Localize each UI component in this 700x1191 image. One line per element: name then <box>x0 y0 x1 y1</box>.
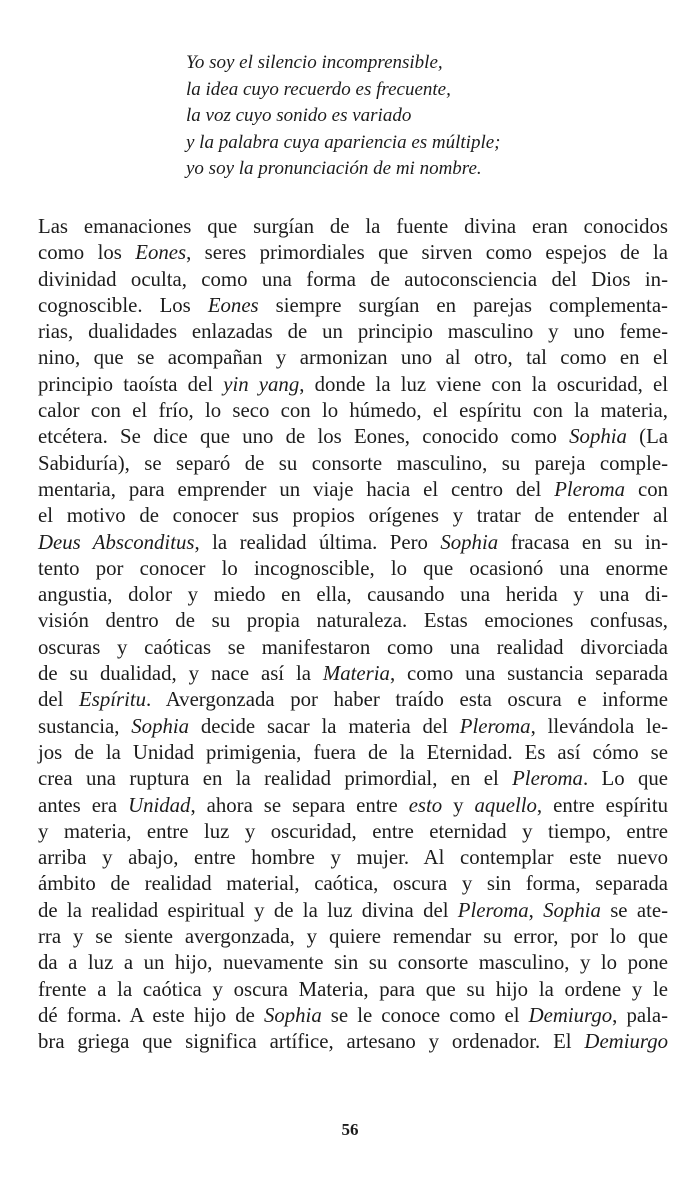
text-run: cognoscible. Los <box>38 293 208 317</box>
text-run: etcétera. Se dice que uno de los Eones, conocido como <box>38 425 570 449</box>
epigraph <box>186 50 646 183</box>
italic-term: Materia <box>322 662 390 686</box>
text-run: , pala- <box>612 1003 669 1027</box>
text-run: rra y se siente avergonzada, y quiere remendar su error, por lo que <box>38 925 668 949</box>
text-run: ámbito de realidad material, caótica, oscura y sin forma, separada <box>38 872 668 896</box>
text-run: del <box>38 688 80 712</box>
text-run: siempre surgían en parejas complementa- <box>258 293 668 317</box>
text-run: visión dentro de su propia naturaleza. Estas emociones confusas, <box>38 609 668 633</box>
text-run: divinidad oculta, como una forma de autoconsciencia del Dios in- <box>38 267 668 291</box>
body-line <box>38 451 668 477</box>
italic-term: Pleroma <box>512 767 583 791</box>
body-line <box>38 740 668 766</box>
body-line <box>38 845 668 871</box>
italic-term: aquello <box>474 793 537 817</box>
body-line <box>38 267 668 293</box>
italic-term: Demiurgo <box>528 1003 613 1027</box>
italic-term: Unidad <box>128 793 191 817</box>
text-run: bra griega que significa artífice, artesano y ordenador. El <box>38 1030 585 1054</box>
text-run: principio taoísta del <box>38 372 224 396</box>
italic-term: yin yang <box>223 372 300 396</box>
text-run: frente a la caótica y oscura Materia, para que su hijo la ordene y le <box>38 977 668 1001</box>
text-run: sustancia, <box>38 714 132 738</box>
body-line <box>38 556 668 582</box>
text-run: crea una ruptura en la realidad primordial, en el <box>38 767 513 791</box>
epigraph-line: y la palabra cuya apariencia es múltiple; <box>186 131 501 153</box>
body-line <box>38 582 668 608</box>
text-run: y <box>442 793 475 817</box>
text-run: . Lo que <box>582 767 668 791</box>
text-run: se ate- <box>600 898 668 922</box>
body-line <box>38 319 668 345</box>
text-run: y materia, entre luz y oscuridad, entre eternidad y tiempo, entre <box>38 819 668 843</box>
text-run: tento por conocer lo incognoscible, lo que ocasionó una enorme <box>38 556 668 580</box>
italic-term: Sophia <box>543 898 601 922</box>
body-line <box>38 530 668 556</box>
text-run: . Avergonzada por haber traído esta oscura e informe <box>146 688 668 712</box>
body-line <box>38 714 668 740</box>
text-run: de su dualidad, y nace así la <box>38 662 323 686</box>
text-run: Sabiduría), se separó de su consorte masculino, su pareja comple- <box>38 451 668 475</box>
italic-term: Pleroma <box>459 714 531 738</box>
body-line <box>38 398 668 424</box>
body-line <box>38 293 668 319</box>
body-line <box>38 1029 668 1055</box>
text-run: calor con el frío, lo seco con lo húmedo, el espíritu con la materia, <box>38 399 668 423</box>
body-line <box>38 424 668 450</box>
text-run: angustia, dolor y miedo en ella, causando una herida y una di- <box>38 583 668 607</box>
text-run: , como una sustancia separada <box>389 662 668 686</box>
text-run: como los <box>38 241 136 265</box>
body-line <box>38 635 668 661</box>
body-line <box>38 661 668 687</box>
body-line <box>38 1003 668 1029</box>
text-run: jos de la Unidad primigenia, fuera de la Eternidad. Es así cómo se <box>38 740 668 764</box>
text-run: Las emanaciones que surgían de la fuente divina eran conocidos <box>38 215 668 238</box>
text-run: , seres primordiales que sirven como espejos de la <box>186 241 669 265</box>
body-line <box>38 687 668 713</box>
body-line <box>38 240 668 266</box>
epigraph-line: la idea cuyo recuerdo es frecuente, <box>186 78 451 100</box>
page-number: 56 <box>341 1120 359 1139</box>
italic-term: Eones <box>135 241 187 265</box>
italic-term: Sophia <box>263 1003 322 1027</box>
body-line <box>38 214 668 240</box>
text-run: se le conoce como el <box>321 1003 529 1027</box>
epigraph-line: la voz cuyo sonido es variado <box>186 105 412 126</box>
body-line <box>38 372 668 398</box>
body-line <box>38 477 668 503</box>
body-line <box>38 793 668 819</box>
text-run: , <box>528 898 544 922</box>
text-run: , la realidad última. Pero <box>194 530 441 554</box>
body-line <box>38 950 668 976</box>
text-run: nino, que se acompañan y armonizan uno al otro, tal como en el <box>38 346 668 370</box>
body-line <box>38 871 668 897</box>
italic-term: esto <box>408 793 443 817</box>
body-line <box>38 345 668 371</box>
italic-term: Demiurgo <box>584 1030 668 1054</box>
text-run: antes era <box>38 793 129 817</box>
italic-term: Sophia <box>131 714 190 738</box>
italic-term: Pleroma <box>457 898 529 922</box>
text-run: , donde la luz viene con la oscuridad, el <box>299 372 668 396</box>
italic-term: Pleroma <box>554 477 626 501</box>
body-line <box>38 898 668 924</box>
text-run: fracasa en su in- <box>498 530 669 554</box>
italic-term: Deus Absconditus <box>38 530 195 554</box>
text-run: oscuras y caóticas se manifestaron como una realidad divorciada <box>38 635 668 659</box>
italic-term: Eones <box>207 293 259 317</box>
body-line <box>38 924 668 950</box>
text-run: da a luz a un hijo, nuevamente sin su consorte masculino, y lo pone <box>38 951 668 975</box>
text-run: , llevándola le- <box>530 714 668 738</box>
epigraph-line: Yo soy el silencio incomprensible, <box>186 52 443 73</box>
text-run: , ahora se separa entre <box>190 793 409 817</box>
body-line <box>38 503 668 529</box>
italic-term: Sophia <box>440 530 499 554</box>
text-run: el motivo de conocer sus propios orígenes y tratar de entender al <box>38 504 668 528</box>
text-run: (La <box>626 425 669 449</box>
body-line <box>38 608 668 634</box>
text-run: rias, dualidades enlazadas de un principio masculino y uno feme- <box>38 320 668 344</box>
body-line <box>38 766 668 792</box>
body-line <box>38 977 668 1003</box>
text-run: , entre espíritu <box>536 793 668 817</box>
body-text <box>38 214 668 1056</box>
epigraph-line: yo soy la pronunciación de mi nombre. <box>186 158 482 179</box>
text-run: decide sacar la materia del <box>189 714 460 738</box>
text-run: mentaria, para emprender un viaje hacia el centro del <box>38 477 555 501</box>
text-run: dé forma. A este hijo de <box>38 1003 264 1027</box>
italic-term: Sophia <box>569 425 627 449</box>
italic-term: Espíritu <box>79 688 147 712</box>
text-run: de la realidad espiritual y de la luz divina del <box>38 898 458 922</box>
body-line <box>38 819 668 845</box>
text-run: arriba y abajo, entre hombre y mujer. Al contemplar este nuevo <box>38 846 668 870</box>
text-run: con <box>625 477 668 501</box>
